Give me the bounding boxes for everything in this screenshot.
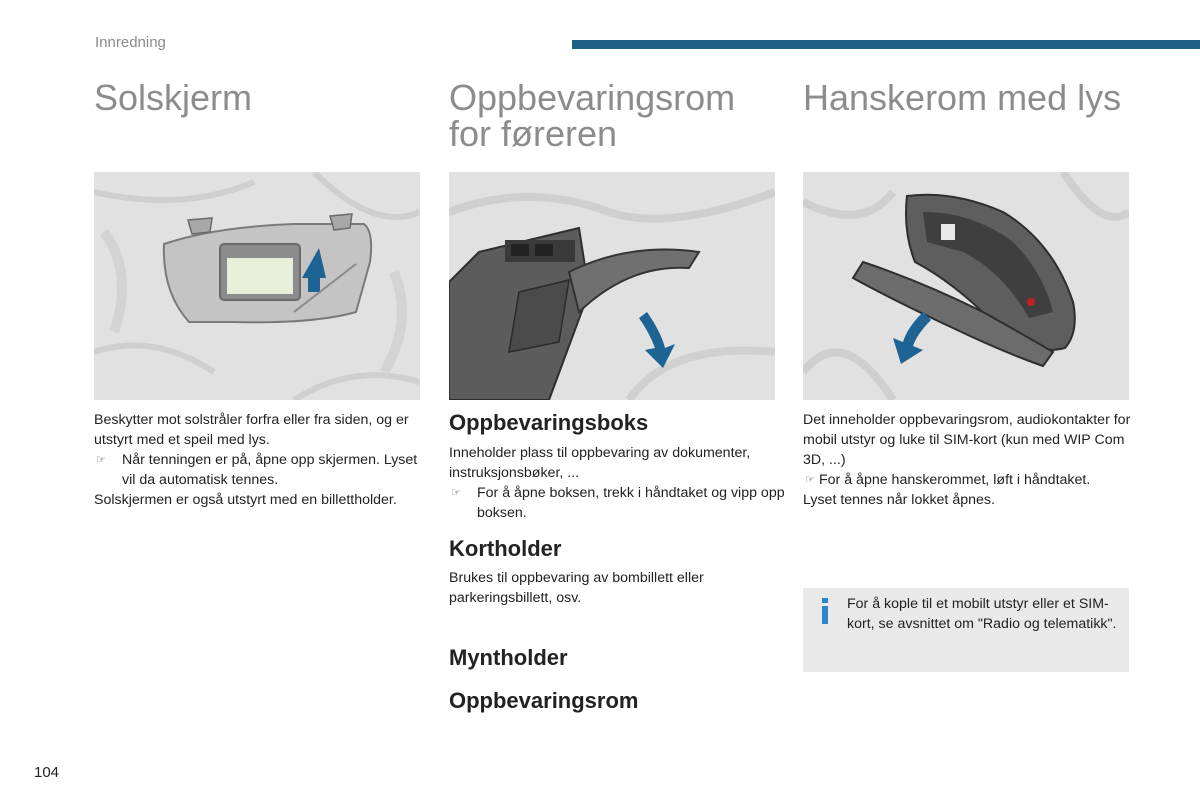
header-rule: [572, 40, 1200, 49]
glovebox-after: Lyset tennes når lokket åpnes.: [803, 492, 995, 508]
sun-visor-illustration: [94, 172, 420, 400]
driver-storage-illustration: [449, 172, 775, 400]
glovebox-paragraph: Det inneholder oppbevaringsrom, audiokontakter for mobil utstyr og luke til SIM-kort (kun med WIP Com 3D, ...): [803, 412, 1131, 468]
sun-visor-paragraph: Beskytter mot solstråler forfra eller fra siden, og er utstyrt med et speil med lys.: [94, 412, 409, 448]
glovebox-illustration: [803, 172, 1129, 400]
info-note-box: [803, 588, 1129, 672]
info-icon: [819, 598, 831, 624]
sun-visor-bullet-text: Når tenningen er på, åpne opp skjermen. Lyset vil da automatisk tennes.: [122, 452, 418, 488]
sun-visor-title: Solskjerm: [94, 77, 253, 118]
storage-box-bullet: [449, 483, 789, 523]
glovebox-bullet-text: For å åpne hanskerommet, løft i håndtaket.: [819, 472, 1091, 488]
card-holder-heading: Kortholder: [449, 536, 562, 561]
bullet-arrow-icon: ☞: [805, 474, 815, 486]
driver-storage-title-line2: for føreren: [449, 113, 618, 154]
sun-visor-bullet: [94, 450, 434, 490]
glovebox-text: [803, 410, 1143, 510]
storage-box-text: [449, 443, 789, 523]
info-note-text: For å kople til et mobilt utstyr eller et SIM-kort, se avsnittet om "Radio og telematikk".: [847, 596, 1117, 632]
glovebox-bullet: [803, 470, 1143, 490]
storage-box-paragraph: Inneholder plass til oppbevaring av dokumenter, instruksjonsbøker, ...: [449, 445, 751, 481]
storage-box-heading: Oppbevaringsboks: [449, 410, 649, 435]
storage-box-bullet-text: For å åpne boksen, trekk i håndtaket og vipp opp boksen.: [477, 485, 785, 521]
driver-storage-title-line1: Oppbevaringsrom: [449, 77, 736, 118]
sun-visor-after: Solskjermen er også utstyrt med en billettholder.: [94, 492, 397, 508]
bullet-arrow-icon: ☞: [451, 487, 461, 499]
sun-visor-text: [94, 410, 434, 510]
driver-storage-title: [449, 77, 789, 154]
storage-compartment-heading: Oppbevaringsrom: [449, 688, 639, 713]
coin-holder-heading: Myntholder: [449, 645, 568, 670]
glovebox-title: Hanskerom med lys: [803, 77, 1122, 118]
header-section-label: Innredning: [95, 34, 166, 51]
card-holder-text: Brukes til oppbevaring av bombillett eller parkeringsbillett, osv.: [449, 570, 704, 606]
bullet-arrow-icon: ☞: [96, 454, 106, 466]
page-number: 104: [34, 764, 60, 781]
